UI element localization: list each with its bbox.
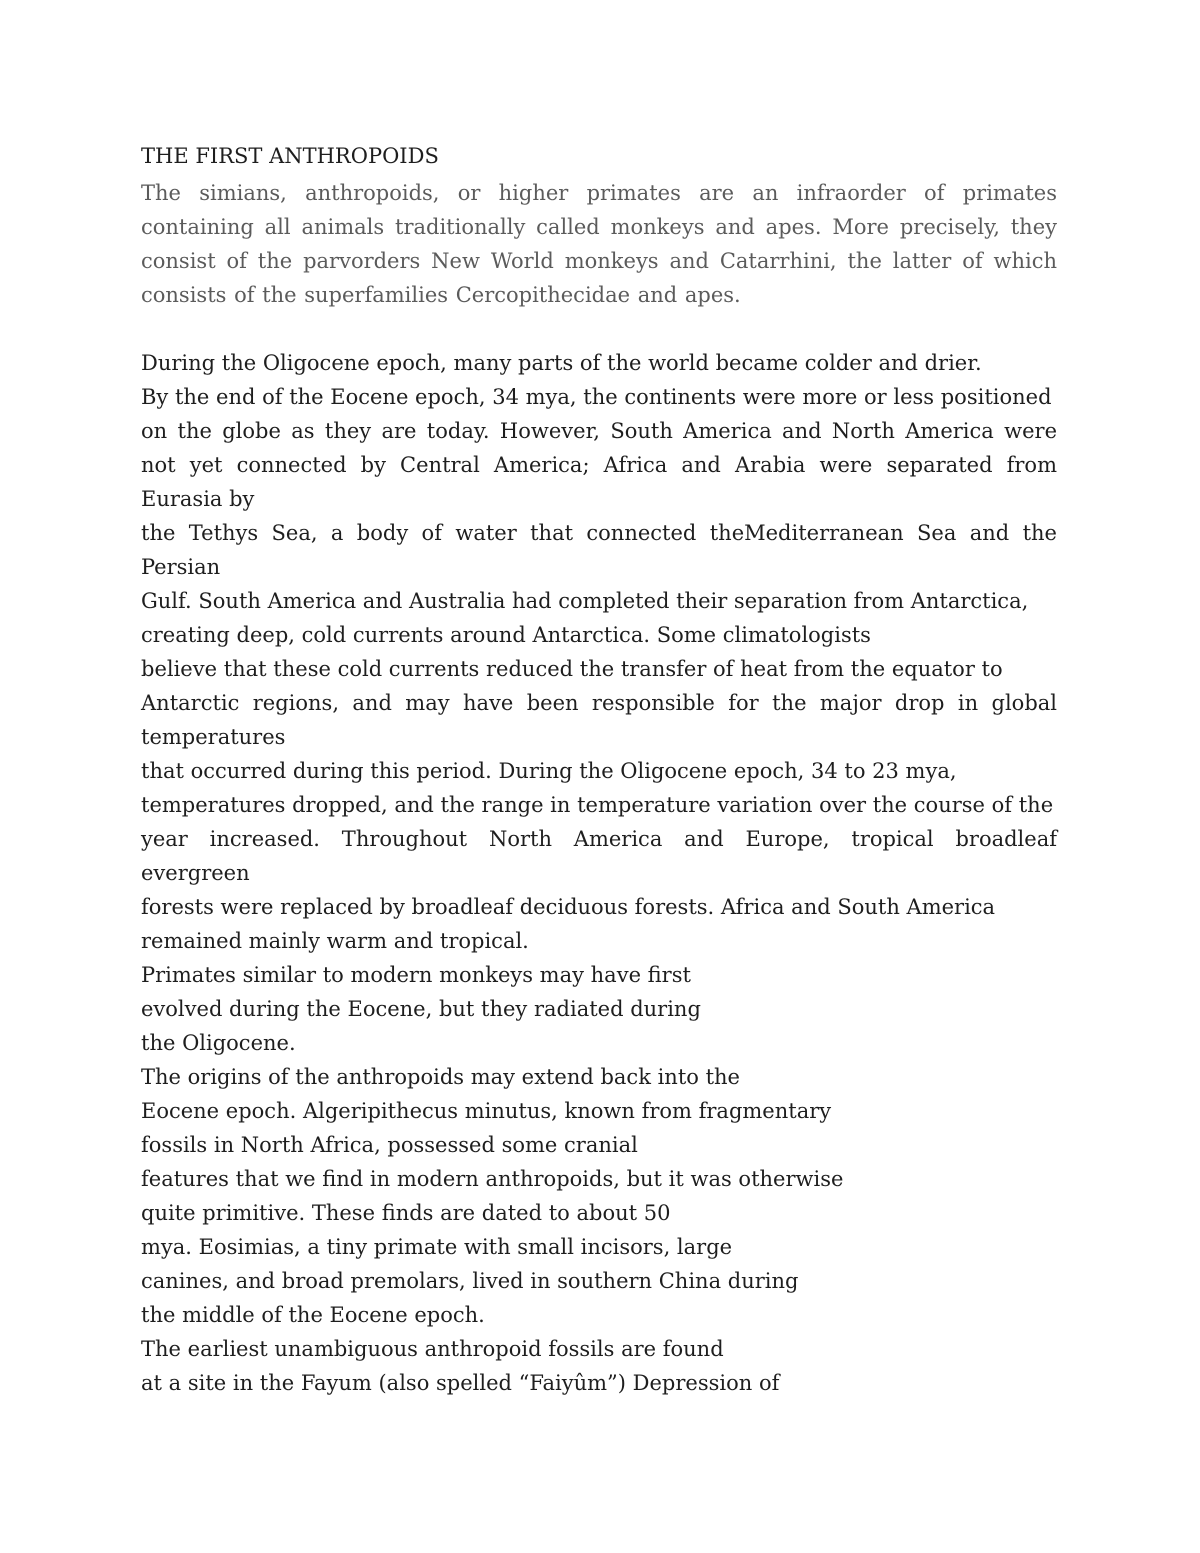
body-line: at a site in the Fayum (also spelled “Faiyûm”) Depression of — [141, 1371, 780, 1395]
body-line: that occurred during this period. During the Oligocene epoch, 34 to 23 mya, — [141, 759, 957, 783]
paragraph-gap — [141, 312, 1057, 346]
body-line: forests were replaced by broadleaf deciduous forests. Africa and South America — [141, 895, 996, 919]
body-line: temperatures dropped, and the range in temperature variation over the course of the — [141, 793, 1054, 817]
body-line: Eocene epoch. Algeripithecus minutus, known from fragmentary — [141, 1099, 832, 1123]
body-line: By the end of the Eocene epoch, 34 mya, the continents were more or less positioned — [141, 385, 1052, 409]
body-paragraph — [141, 346, 1057, 1400]
body-line: evolved during the Eocene, but they radiated during — [141, 997, 701, 1021]
intro-line: The simians, anthropoids, or higher primates are an infraorder of primates — [141, 181, 1057, 205]
body-line: features that we find in modern anthropoids, but it was otherwise — [141, 1167, 844, 1191]
body-line: The origins of the anthropoids may extend back into the — [141, 1065, 740, 1089]
document-page — [141, 142, 1057, 1400]
intro-paragraph — [141, 176, 1057, 312]
intro-line: containing all animals traditionally called monkeys and apes. More precisely, they — [141, 215, 1057, 239]
body-line: not yet connected by Central America; Africa and Arabia were separated from — [141, 453, 1057, 477]
body-line: Eurasia by — [141, 487, 255, 511]
intro-line: consists of the superfamilies Cercopithecidae and apes. — [141, 283, 741, 307]
body-line: canines, and broad premolars, lived in southern China during — [141, 1269, 799, 1293]
body-line: year increased. Throughout North America and Europe, tropical broadleaf — [141, 827, 1057, 851]
body-line: the Oligocene. — [141, 1031, 296, 1055]
body-line: remained mainly warm and tropical. — [141, 929, 529, 953]
body-line: the middle of the Eocene epoch. — [141, 1303, 485, 1327]
body-line: Primates similar to modern monkeys may have first — [141, 963, 691, 987]
body-line: the Tethys Sea, a body of water that connected theMediterranean Sea and the — [141, 521, 1057, 545]
body-line: temperatures — [141, 725, 286, 749]
body-line: Gulf. South America and Australia had completed their separation from Antarctica, — [141, 589, 1029, 613]
body-line: believe that these cold currents reduced the transfer of heat from the equator to — [141, 657, 1003, 681]
body-line: on the globe as they are today. However, South America and North America were — [141, 419, 1057, 443]
body-line: During the Oligocene epoch, many parts of the world became colder and drier. — [141, 351, 982, 375]
body-line: mya. Eosimias, a tiny primate with small incisors, large — [141, 1235, 733, 1259]
body-line: fossils in North Africa, possessed some cranial — [141, 1133, 638, 1157]
body-line: The earliest unambiguous anthropoid fossils are found — [141, 1337, 724, 1361]
body-line: evergreen — [141, 861, 250, 885]
body-line: quite primitive. These finds are dated to about 50 — [141, 1201, 671, 1225]
body-line: Persian — [141, 555, 221, 579]
body-line: creating deep, cold currents around Antarctica. Some climatologists — [141, 623, 871, 647]
intro-line: consist of the parvorders New World monkeys and Catarrhini, the latter of which — [141, 249, 1057, 273]
body-line: Antarctic regions, and may have been responsible for the major drop in global — [141, 691, 1057, 715]
document-title: THE FIRST ANTHROPOIDS — [141, 144, 439, 168]
